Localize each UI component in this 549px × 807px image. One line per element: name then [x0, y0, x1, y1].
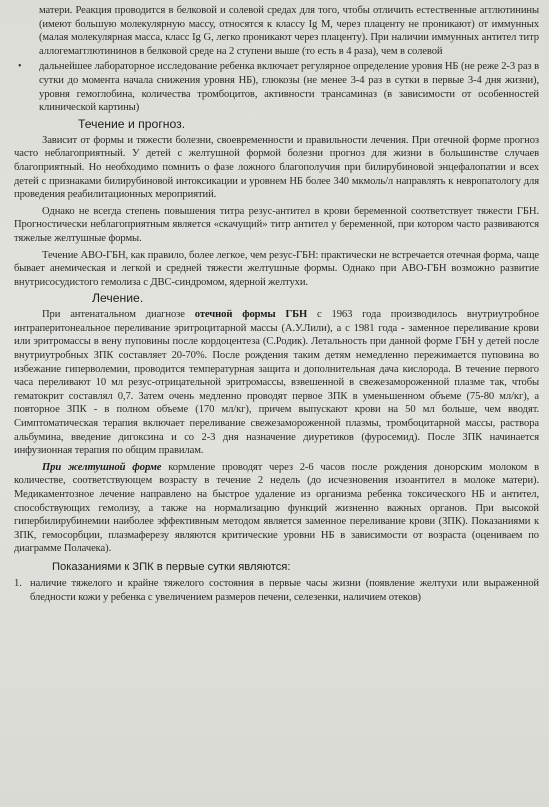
paragraph: Зависит от формы и тяжести болезни, своевременности и правильности лечения. При отечной форме прогноз часто неблагоприятный. У детей с желтушной формой болезни прогноз для жизни в большинстве случаев благоприятный. Но необходимо помнить о фазе ложного благополучия при билирубиновой энцефалопатии и всех детей с признаками билирубиновой интоксикации и уровнем НБ более 340 мкмоль/л направлять к невропатологу для проведения реабилитационных мероприятий. [14, 134, 539, 201]
paragraph-text: с 1963 года производилось внутриутробное интраперитонеальное переливание эритроцитарной массы (А.У.Лили), а с 1981 года - заменное переливание крови или эритромассы в вену пуповины после кордоцентеза (С.Родик). Летальность при данной форме ГБН у детей после внутриутробных ЗПК составляет 20-70%. После рождения таким детям немедленно пережимается пуповина во избежание гиперволемии, проводится температурная защита и дополнительная дача кислорода. В течение первого часа переливают 10 мл резус-отрицательной эритромассы, взвешенной в свежезамороженной плазме так, чтобы гематокрит составлял 0,7. Затем очень медленно проводят первое ЗПК в уменьшенном объеме (75-80 мл/кг), а повторное ЗПК - в полном объеме (170 мл/кг), причем выпускают крови на 50 мл больше, чем вводят. Симптоматическая терапия включает переливание свежезамороженной плазмы, тромбоцитарной массы, раствора альбумина, введение дигоксина и со 2-3 дня назначение диуретиков (фуросемид). После ЗПК начинается инфузионная терапия по общим правилам. [14, 309, 539, 457]
continuation-paragraph: матери. Реакция проводится в белковой и солевой средах для того, чтобы отличить естественные агглютинины (имеют большую молекулярную массу, относятся к классу Ig M, через плаценту не проникают) от иммунных (малая молекулярная масса, класс Ig G, легко проникают через плаценту). При наличии иммунных антител титр аллогемагглютининов в белковой среде на 2 ступени выше (то есть в 4 раза), чем в солевой [39, 5, 539, 57]
bullet-list-item [14, 60, 539, 114]
list-item-text: наличие тяжелого и крайне тяжелого состояния в первые часы жизни (появление желтухи или выраженной бледности кожи у ребенка с увеличением размеров печени, селезенки, наличием отеков) [30, 577, 539, 603]
section-heading-treatment: Лечение. [92, 291, 144, 306]
paragraph: Однако не всегда степень повышения титра резус-антител в крови беременной соответствует тяжести ГБН. Прогностически неблагоприятным является «скачущий» титр антител у беременной, при котором часто развиваются тяжелые желтушные формы. [14, 205, 539, 244]
bullet-icon: • [18, 61, 22, 73]
section-heading-course-prognosis: Течение и прогноз. [78, 116, 186, 131]
paragraph-edematous-form [14, 308, 539, 458]
section-heading-indications: Показаниями к ЗПК в первые сутки являются: [52, 560, 291, 573]
paragraph-text: кормление проводят через 2-6 часов после рождения донорским молоком в количестве, соответствующем возрасту в течение 2 недель (до исчезновения изоантител в молоке матери). Медикаментозное лечение направлено на быстрое удаление из организма ребенка токсического НБ и антител, способствующих гемолизу, а также на нормализацию функций жизненно важных органов. При высокой гипербилирубинемии наиболее эффективным методом является заменное переливание крови (ЗПК). Показаниями к ЗПК, гемосорбции, плазмаферезу являются критические уровни НБ в зависимости от возраста (оцениваем по диаграмме Полачека). [14, 461, 539, 555]
paragraph-icteric-form [14, 461, 539, 556]
numbered-list-item [14, 577, 539, 604]
emphasis-icteric-form: При желтушной форме [42, 461, 162, 473]
paragraph-text: При антенатальном диагнозе [42, 309, 195, 321]
emphasis-edematous-form: отечной формы ГБН [194, 309, 308, 321]
paragraph: Течение АВО-ГБН, как правило, более легкое, чем резус-ГБН: практически не встречается отечная форма, чаще бывает анемическая и легкой и средней тяжести желтушные формы. Однако при АВО-ГБН возможно развитие внутрисосудистого гемолиза с ДВС-синдромом, ядерной желтухи. [14, 249, 539, 288]
list-number: 1. [14, 577, 22, 589]
bullet-item-text: дальнейшее лабораторное исследование ребенка включает регулярное определение уровня НБ (не реже 2-3 раз в сутки до момента начала снижения уровня НБ), глюкозы (не менее 3-4 раз в сутки в первые 3-4 дня жизни), уровня гемоглобина, количества тромбоцитов, активности трансаминаз (в зависимости от особенностей клинической картины) [39, 61, 539, 114]
